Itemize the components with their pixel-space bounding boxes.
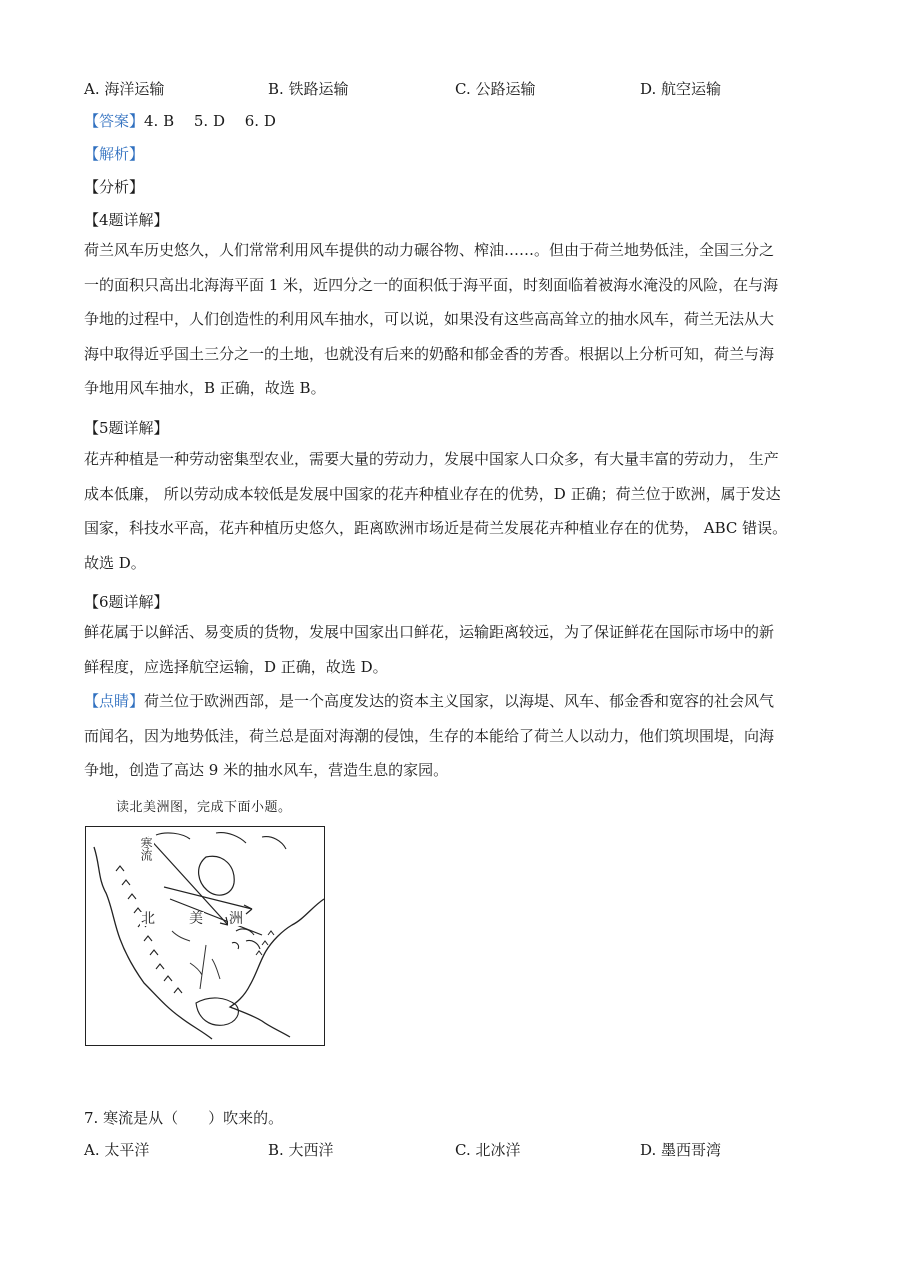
north-america-map [85,826,325,1046]
answer-line [84,110,276,131]
q4-line: 海中取得近乎国土三分之一的土地，也就没有后来的奶酪和郁金香的芳香。根据以上分析可知，荷兰与海 [84,344,775,363]
dianjing-line: 争地，创造了高达 9 米的抽水风车，营造生息的家园。 [84,761,449,779]
q5-heading: 【5题详解】 [84,419,169,437]
q3-options [84,78,844,102]
rivers [172,931,220,989]
dianjing-first-line [84,684,826,719]
q7-option-d[interactable]: D. 墨西哥湾 [640,1141,722,1159]
gulf-of-mexico [196,998,238,1025]
dianjing-first-text: 荷兰位于欧洲西部，是一个高度发达的资本主义国家，以海堤、风车、郁金香和宽容的社会风气 [144,692,775,710]
map-label-bei: 北 [141,911,155,927]
map-label-zhou: 洲 [229,911,243,927]
option-a[interactable]: A. 海洋运输 [84,80,165,98]
q6-explanation [84,615,826,684]
q7-question: 7. 寒流是从（ ）吹来的。 [84,1109,284,1127]
west-coastline [94,847,212,1039]
dianjing-label: 【点睛】 [84,692,145,710]
q5-line: 花卉种植是一种劳动密集型农业，需要大量的劳动力，发展中国家人口众多，有大量丰富的劳动力， 生产 [84,450,779,468]
answer-text: 4. B 5. D 6. D [144,112,276,130]
q6-line: 鲜花属于以鲜活、易变质的货物，发展中国家出口鲜花，运输距离较远，为了保证鲜花在国际市场中的新 [84,623,775,641]
q5-line: 国家，科技水平高，花卉种植历史悠久，距离欧洲市场近是荷兰发展花卉种植业存在的优势， ABC 错误。 [84,519,788,537]
q4-line: 一的面积只高出北海海平面 1 米，近四分之一的面积低于海平面，时刻面临着被海水淹没的风险，在与海 [84,275,779,294]
q6-line: 鲜程度，应选择航空运输，D 正确，故选 D。 [84,657,388,676]
dianjing-line: 而闻名，因为地势低洼，荷兰总是面对海潮的侵蚀，生存的本能给了荷兰人以动力，他们筑坝围堤，向海 [84,726,775,745]
analysis-label: 【解析】 [84,145,145,163]
option-d[interactable]: D. 航空运输 [640,80,722,98]
option-b[interactable]: B. 铁路运输 [268,80,349,98]
map-intro: 读北美洲图，完成下面小题。 [116,800,292,815]
q7-options [84,1139,844,1163]
q7-option-a[interactable]: A. 太平洋 [84,1141,150,1159]
q5-explanation [84,442,826,580]
q4-line: 争地的过程中，人们创造性的利用风车抽水，可以说，如果没有这些高高耸立的抽水风车，荷兰无法从大 [84,310,775,328]
answer-label: 【答案】 [84,112,145,130]
q7-option-c[interactable]: C. 北冰洋 [455,1141,521,1159]
q6-heading: 【6题详解】 [84,593,169,611]
q7-option-b[interactable]: B. 大西洋 [268,1141,334,1159]
option-c[interactable]: C. 公路运输 [455,80,536,98]
map-drawing [86,827,325,1046]
map-label-current: 寒流 [139,837,153,861]
arctic-islands [156,833,286,849]
east-coastline [230,899,324,1037]
q4-line: 争地用风车抽水，B 正确，故选 B。 [84,379,326,397]
hudson-bay [199,856,235,895]
fenxi-label: 【分析】 [84,178,145,196]
q4-line: 荷兰风车历史悠久，人们常常利用风车提供的动力碾谷物、榨油……。但由于荷兰地势低洼，全国三分之 [84,241,775,259]
flow-arrow-head [244,905,252,914]
q5-line: 故选 D。 [84,553,146,572]
q5-line: 成本低廉， 所以劳动成本较低是发展中国家的花卉种植业存在的优势，D 正确；荷兰位于欧洲，属于发达 [84,484,781,503]
dianjing-paragraph [84,684,826,788]
flow-arrow-2 [170,899,262,935]
map-label-mei: 美 [189,911,203,927]
q4-heading: 【4题详解】 [84,211,169,229]
q4-explanation [84,233,826,406]
rocky-mountains [116,866,182,993]
